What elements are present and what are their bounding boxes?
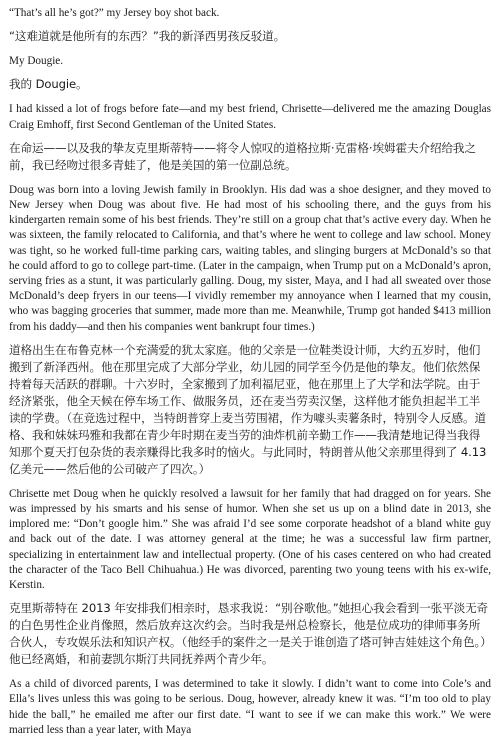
paragraph-en-3: I had kissed a lot of frogs before fate—and my best friend, Chrisette—delivered me the amazing Douglas Craig Emhoff, first Second Gentleman of the United States. [9, 103, 491, 131]
paragraph-zh-2: 我的 Dougie。 [9, 77, 88, 92]
paragraph-zh-4: 道格出生在布鲁克林一个充满爱的犹太家庭。他的父亲是一位鞋类设计师，大约五岁时，他们搬到了新泽西州。他在那里完成了大部分学业，幼儿园的同学至今仍是他的挚友。他们依然保持着每天活跃的群聊。十六岁时，全家搬到了加利福尼亚，他在那里上了大学和法学院。由于经济紧张，他全天候在停车场工作、做服务员，还在麦当劳卖汉堡，这样他才能负担起半工半读的学费。（在竞选过程中，当特朗普穿上麦当劳围裙，作为噱头卖薯条时，特别令人反感。道格、我和妹妹玛雅和我都在青少年时期在麦当劳的油炸机前辛勤工作——我清楚地记得当我得知那个夏天打包杂货的表亲赚得比我多时的恼火。与此同时，特朗普从他父亲那里得到了 4.13 亿美元——然后他的公司破产了四次。） [9, 342, 487, 476]
paragraph-en-1: “That’s all he’s got?” my Jersey boy shot back. [9, 7, 220, 19]
paragraph-zh-3: 在命运——以及我的挚友克里斯蒂特——将令人惊叹的道格拉斯·克雷格·埃姆霍夫介绍给我之前，我已经吻过很多青蛙了，他是美国的第一位副总统。 [9, 140, 476, 172]
paragraph-zh-1: “这难道就是他所有的东西？”我的新泽西男孩反驳道。 [9, 29, 286, 44]
paragraph-en-4: Doug was born into a loving Jewish family in Brooklyn. His dad was a shoe designer, and they moved to New Jersey when Doug was about five. He had most of his schooling there, and the guys from his kindergarten remain some of his best friends. They’re still on a group chat that’s active every day. When he was sixteen, the family relocated to California, and that’s where he went to college and law school. Money was tight, so he worked full-time parking cars, waiting tables, and slinging burgers at McDonald’s so that he could afford to go to college part-time. (Later in the campaign, when Trump put on a McDonald’s apron, serving fries as a stunt, it was particularly galling. Doug, my sister, Maya, and I had all sweated over those McDonald’s deep fryers in our teens—I vividly remember my annoyance when I learned that my cousin, who was bagging groceries that summer, made more than me. Meanwhile, Trump got handed $413 million from his daddy—and then his companies went bankrupt four times.) [9, 183, 491, 333]
paragraph-en-2: My Dougie. [9, 55, 64, 68]
paragraph-en-5: Chrisette met Doug when he quickly resolved a lawsuit for her family that had dragged on for years. She was impressed by his smarts and his sense of humor. When she set us up on a blind date in 2013, she implored me: “Don’t google him.” She was afraid I’d see some corporate headshot of a bland white guy and back out of the date. I was attorney general at the time; he was a successful law firm partner, specializing in entertainment law and intellectual property. (One of his cases centered on who had created the character of the Taco Bell Chihuahua.) He was divorced, parenting two young teens with his ex-wife, Kerstin. [9, 487, 491, 592]
paragraph-en-6: As a child of divorced parents, I was determined to take it slowly. I didn’t want to come into Cole’s and Ella’s lives unless this was going to be serious. Doug, however, already knew it was. “I’m too old to play hide the ball,” he emailed me after our first date. “I want to see if we can make this work.” We were married less than a year later, with Maya [9, 678, 491, 736]
paragraph-zh-5: 克里斯蒂特在 2013 年安排我们相亲时，恳求我说：“别谷歌他。”她担心我会看到一张平淡无奇的白色男性企业肖像照，然后放弃这次约会。当时我是州总检察长，他是位成功的律师事务所合伙人，专攻娱乐法和知识产权。（他经手的案件之一是关于谁创造了塔可钟吉娃娃这个角色。）他已经离婚，和前妻凯尔斯汀共同抚养两个青少年。 [9, 601, 489, 667]
